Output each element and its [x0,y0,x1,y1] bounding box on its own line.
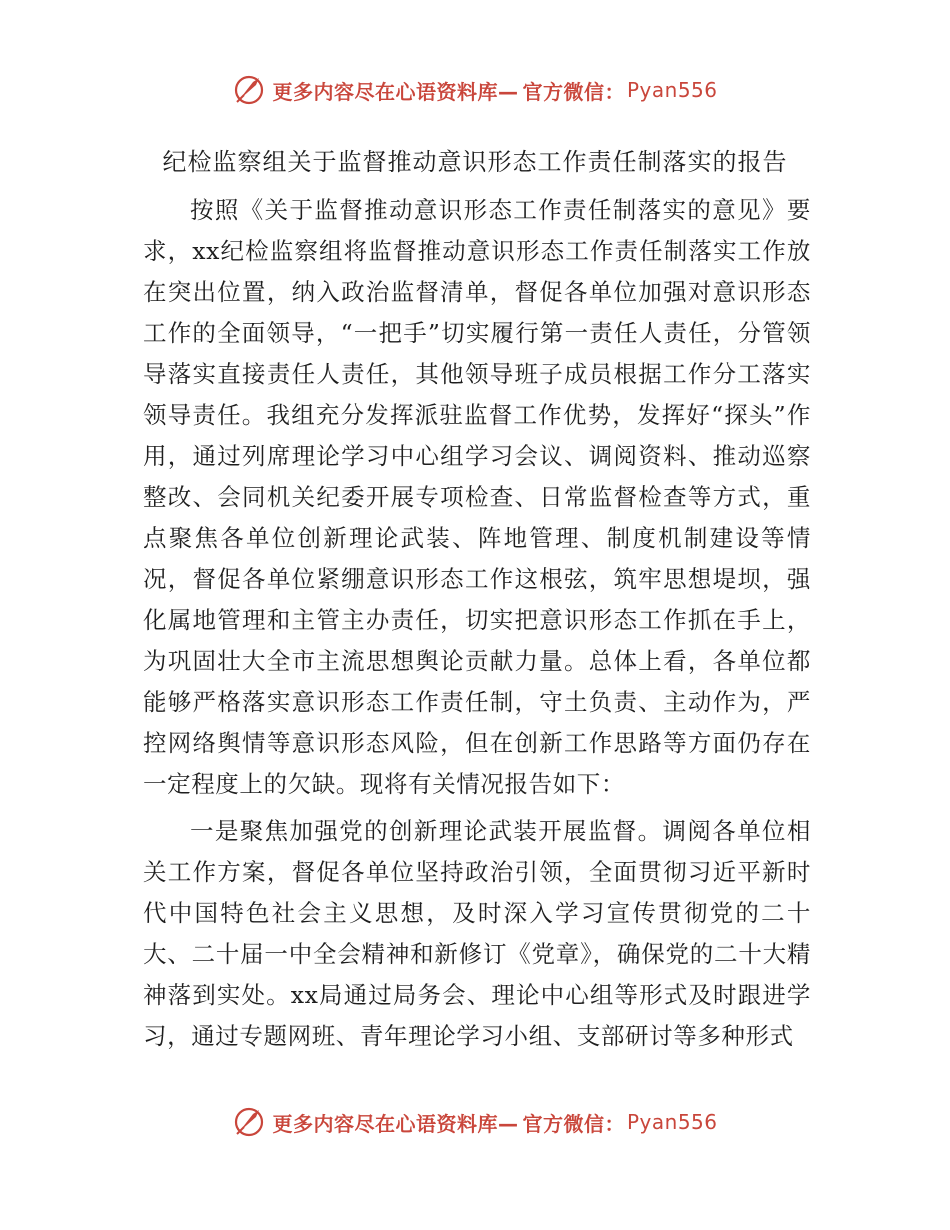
paragraph: 一是聚焦加强党的创新理论武装开展监督。调阅各单位相关工作方案，督促各单位坚持政治引领，全面贯彻习近平新时代中国特色社会主义思想，及时深入学习宣传贯彻党的二十大、二十届一中全会精神和新修订《党章》，确保党的二十大精神落到实处。xx局通过局务会、理论中心组等形式及时跟进学习，通过专题网班、青年理论学习小组、支部研讨等多种形式 [143,817,811,1050]
watermark-wechat-label: 官方微信： [522,79,625,104]
watermark-wechat-label: 官方微信： [522,1111,625,1136]
document-title: 纪检监察组关于监督推动意识形态工作责任制落实的报告 [162,148,788,176]
watermark-banner-top [0,70,950,110]
watermark-wechat-id: Pyan556 [626,78,718,102]
watermark-banner-bottom [0,1102,950,1142]
watermark-wechat-id: Pyan556 [626,1110,718,1134]
watermark-text: 更多内容尽在心语资料库— [272,79,519,104]
quill-pen-logo-icon [232,1105,266,1139]
paragraph: 按照《关于监督推动意识形态工作责任制落实的意见》要求，xx纪检监察组将监督推动意识形态工作责任制落实工作放在突出位置，纳入政治监督清单，督促各单位加强对意识形态工作的全面领导，“一把手”切实履行第一责任人责任，分管领导落实直接责任人责任，其他领导班子成员根据工作分工落实领导责任。我组充分发挥派驻监督工作优势，发挥好“探头”作用，通过列席理论学习中心组学习会议、调阅资料、推动巡察整改、会同机关纪委开展专项检查、日常监督检查等方式，重点聚焦各单位创新理论武装、阵地管理、制度机制建设等情况，督促各单位紧绷意识形态工作这根弦，筑牢思想堤坝，强化属地管理和主管主办责任，切实把意识形态工作抓在手上，为巩固壮大全市主流思想舆论贡献力量。总体上看，各单位都能够严格落实意识形态工作责任制，守土负责、主动作为，严控网络舆情等意识形态风险，但在创新工作思路等方面仍存在一定程度上的欠缺。现将有关情况报告如下： [143,196,811,798]
watermark-text: 更多内容尽在心语资料库— [272,1111,519,1136]
quill-pen-logo-icon [232,73,266,107]
document-body [143,190,811,1063]
